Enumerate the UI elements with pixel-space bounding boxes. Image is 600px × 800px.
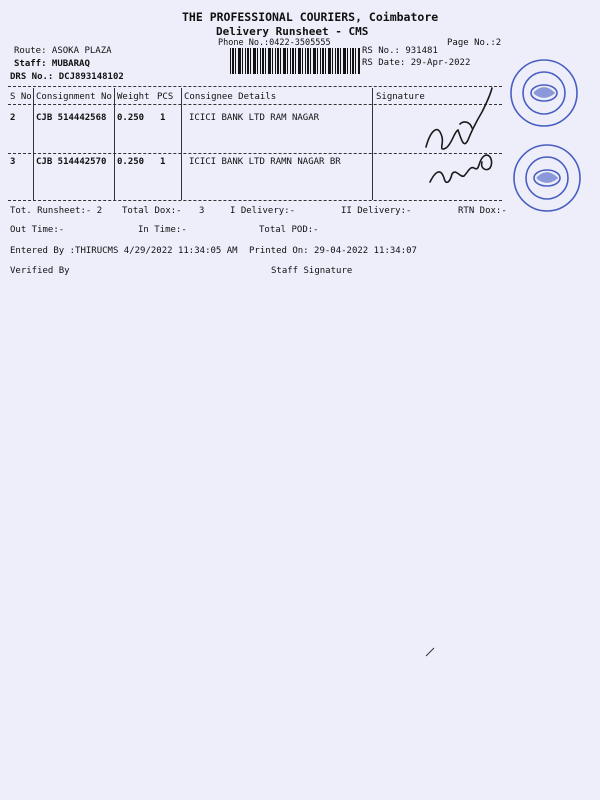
runsheet-title: Delivery Runsheet - CMS — [216, 25, 369, 38]
row-weight: 0.250 — [117, 157, 145, 167]
col-sep-1 — [33, 88, 34, 200]
total-pod: Total POD:- — [259, 225, 319, 235]
row-sno: 2 — [10, 113, 16, 123]
col-sep-2 — [114, 88, 115, 200]
row-consignment: CJB 514442568 — [36, 113, 107, 123]
drs-number: DRS No.: DCJ893148102 — [10, 72, 124, 82]
col-header-sno: S No — [10, 92, 32, 102]
route-label: Route: ASOKA PLAZA — [14, 46, 112, 56]
verified-by: Verified By — [10, 266, 70, 276]
row-sno: 3 — [10, 157, 16, 167]
total-runsheet: Tot. Runsheet:- 2 — [10, 206, 103, 216]
total-dox-value: 3 — [199, 206, 205, 216]
row-consignee: ICICI BANK LTD RAMN NAGAR BR — [189, 157, 341, 167]
in-time: In Time:- — [138, 225, 187, 235]
page-number: Page No.:2 — [447, 38, 502, 48]
rs-date: RS Date: 29-Apr-2022 — [362, 58, 471, 68]
row-consignment: CJB 514442570 — [36, 157, 107, 167]
col-header-consignment: Consignment No — [36, 92, 112, 102]
rtn-dox: RTN Dox:- — [458, 206, 507, 216]
i-delivery: I Delivery:- — [230, 206, 296, 216]
phone-number: Phone No.:0422-3505555 — [218, 38, 331, 48]
bank-stamp-icon — [504, 140, 590, 216]
out-time: Out Time:- — [10, 225, 65, 235]
barcode — [230, 48, 360, 74]
col-header-consignee: Consignee Details — [184, 92, 277, 102]
row-pcs: 1 — [160, 113, 166, 123]
col-header-signature: Signature — [376, 92, 425, 102]
bank-stamp-icon — [500, 56, 588, 130]
col-sep-4 — [372, 88, 373, 200]
row-weight: 0.250 — [117, 113, 145, 123]
col-header-weight: Weight — [117, 92, 150, 102]
pen-mark-icon — [424, 646, 436, 658]
col-sep-3 — [181, 88, 182, 200]
staff-label: Staff: MUBARAQ — [14, 59, 90, 69]
company-title: THE PROFESSIONAL COURIERS, Coimbatore — [182, 10, 439, 24]
col-header-pcs: PCS — [157, 92, 174, 102]
staff-signature: Staff Signature — [271, 266, 353, 276]
row-consignee: ICICI BANK LTD RAM NAGAR — [189, 113, 320, 123]
ii-delivery: II Delivery:- — [341, 206, 412, 216]
total-dox-label: Total Dox:- — [122, 206, 182, 216]
entered-by: Entered By :THIRUCMS 4/29/2022 11:34:05 AM — [10, 246, 238, 256]
signature-scribble-icon — [420, 82, 500, 202]
rs-number: RS No.: 931481 — [362, 46, 438, 56]
row-pcs: 1 — [160, 157, 166, 167]
printed-on: Printed On: 29-04-2022 11:34:07 — [249, 246, 417, 256]
